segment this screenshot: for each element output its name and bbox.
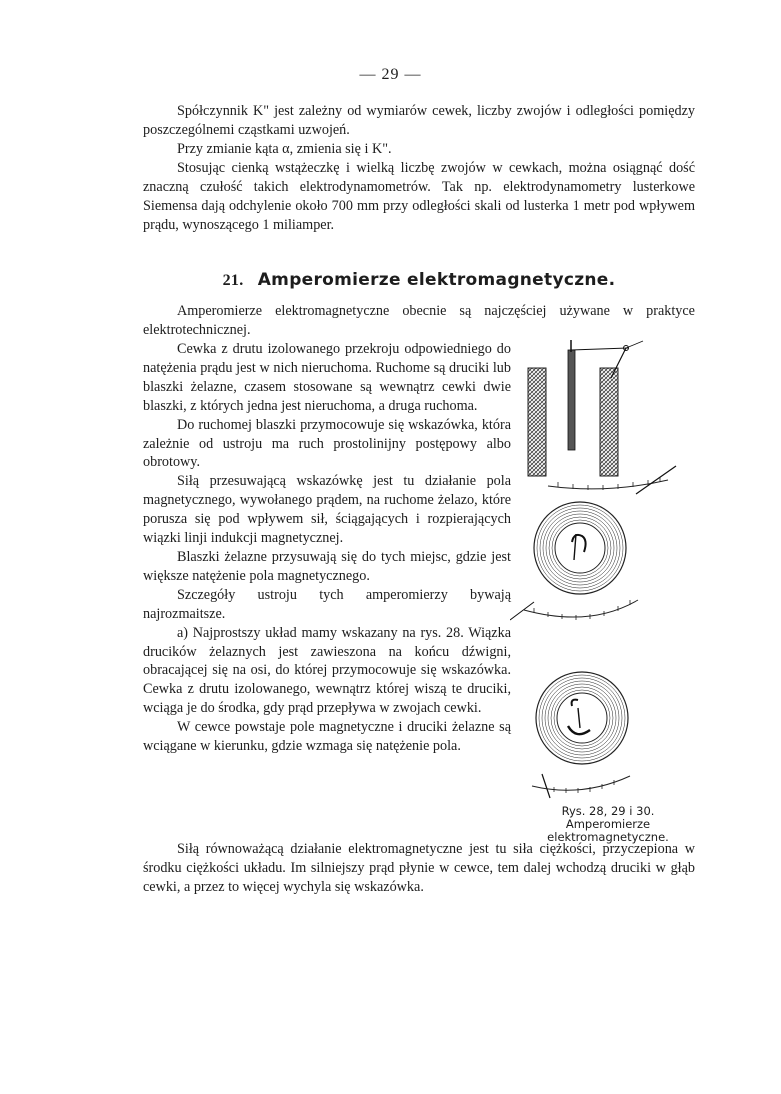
figure-30-vane-coil bbox=[512, 668, 684, 804]
section-number: 21. bbox=[222, 272, 244, 289]
section-title: Amperomierze elektromagnetyczne. bbox=[257, 270, 616, 290]
paragraph: Spółczynnik K" jest zależny od wymiarów cewek, liczby zwojów i odległości pomiędzy poszczególnemi cząstkami uzwojeń. bbox=[143, 103, 695, 138]
closing-text bbox=[143, 840, 695, 897]
paragraph: Siłą równoważącą działanie elektromagnetyczne jest tu siła ciężkości, przyczepiona w środku ciężkości układu. Im silniejszy prąd płynie w cewce, tem dalej wchodzą druciki w głąb cewki, a przez to więcej wychyla się wskazówka. bbox=[143, 841, 695, 895]
paragraph: Do ruchomej blaszki przymocowuje się wskazówka, która zależnie od ustroju ma ruch prostolinijny postępowy albo obrotowy. bbox=[143, 416, 511, 471]
page-number: — 29 — bbox=[359, 66, 422, 83]
section-heading bbox=[143, 270, 695, 290]
figure-caption: Rys. 28, 29 i 30. Amperomierze elektromagnetyczne. bbox=[547, 804, 669, 844]
column-text bbox=[143, 340, 511, 756]
paragraph: Szczegóły ustroju tych amperomierzy bywają najrozmaitsze. bbox=[143, 586, 511, 622]
paragraph: Stosując cienką wstążeczkę i wielką liczbę zwojów w cewkach, można osiągnąć dość znaczną czułość takich elektrodynamometrów. Tak np. elektrodynamometry lusterkowe Siemensa dają odchylenie około 700 mm przy odległości skali od lusterka 1 metr pod wpływem prądu, wynoszącego 1 miliamper. bbox=[143, 160, 695, 233]
intro-text bbox=[143, 102, 695, 235]
paragraph: Amperomierze elektromagnetyczne obecnie są najczęściej używane w praktyce elektrotechnicznej. bbox=[143, 303, 695, 338]
paragraph: Siłą przesuwającą wskazówkę jest tu działanie pola magnetycznego, wywołanego prądem, na ruchome żelazo, które porusza się pod wpływem sił, ściągających i rozpierających wiązki linji indukcji magnetycznej. bbox=[143, 473, 511, 547]
paragraph: Przy zmianie kąta α, zmienia się i K". bbox=[177, 141, 392, 157]
section-intro bbox=[143, 302, 695, 340]
figure-28-solenoid bbox=[518, 338, 688, 496]
figure-29-round-coil bbox=[510, 500, 688, 635]
paragraph: W cewce powstaje pole magnetyczne i druciki żelazne są wciągane w kierunku, gdzie wzmaga się natężenie pola. bbox=[143, 719, 511, 755]
paragraph: a) Najprostszy układ mamy wskazany na rys. 28. Wiązka drucików żelaznych jest zawieszona na końcu dźwigni, obracającej się na osi, do której przymocowuje się wskazówka. Cewka z drutu izolowanego, wewnątrz której wiszą te druciki, wciąga je do środka, gdy prąd przepływa w zwojach cewki. bbox=[143, 624, 511, 717]
paragraph: Blaszki żelazne przysuwają się do tych miejsc, gdzie jest większe natężenie pola magnetycznego. bbox=[143, 548, 511, 584]
paragraph: Cewka z drutu izolowanego przekroju odpowiedniego do natężenia prądu jest w nich nieruchoma. Ruchome są druciki lub blaszki żelazne, czasem stosowane są wewnątrz cewki dwie blaszki, z których jedna jest nieruchoma, a druga ruchoma. bbox=[143, 341, 511, 414]
